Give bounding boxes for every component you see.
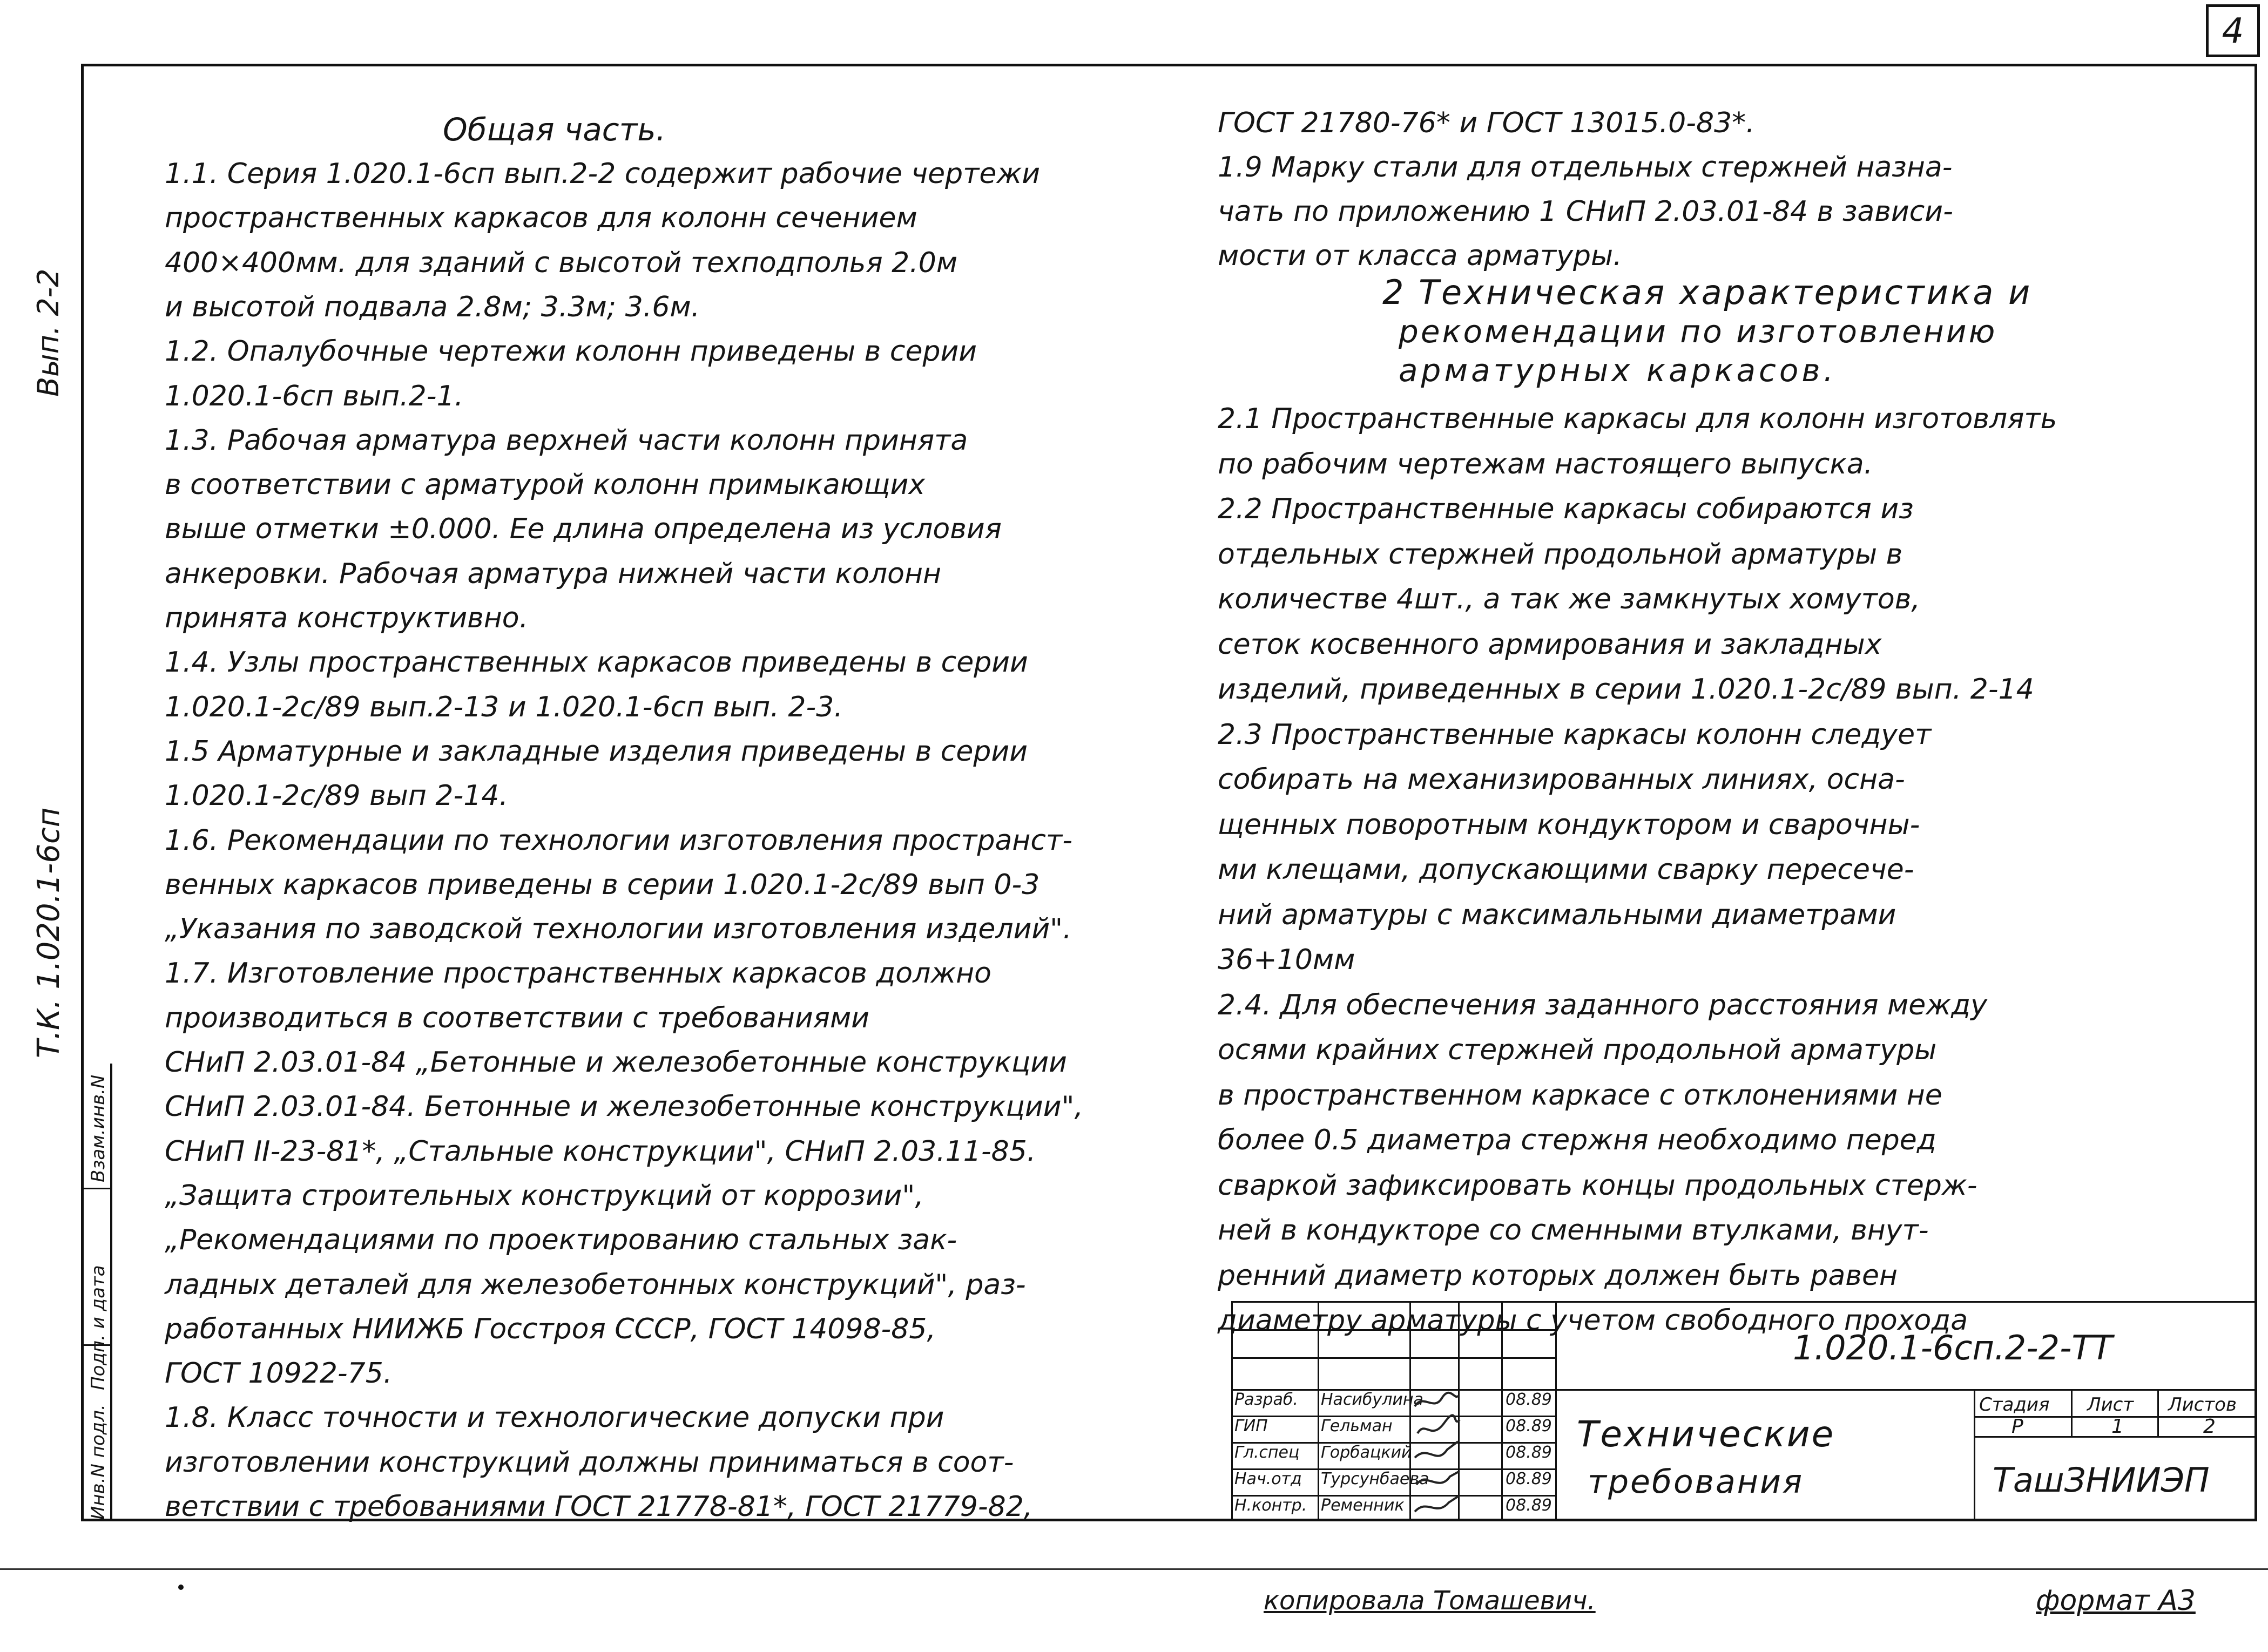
section-2-heading-line: 2 Техническая характеристика и <box>1382 273 2033 312</box>
sheet-value: 1 <box>2111 1416 2124 1438</box>
sheets-value: 2 <box>2203 1416 2216 1438</box>
tb-name: Горбацкий <box>1321 1443 1412 1462</box>
tb-role: Н.контр. <box>1234 1496 1307 1515</box>
series-label: Т.К. 1.020.1-6сп <box>31 807 66 1058</box>
tb-role: Разраб. <box>1234 1390 1298 1409</box>
text-line: 1.8. Класс точности и технологические допуски при <box>165 1402 944 1434</box>
tb-role: Гл.спец <box>1234 1443 1300 1462</box>
stage-value: Р <box>2012 1416 2023 1438</box>
text-line: в пространственном каркасе с отклонениями не <box>1218 1079 1942 1112</box>
section-1-heading: Общая часть. <box>443 111 666 148</box>
text-line: 1.7. Изготовление пространственных каркасов должно <box>165 957 991 990</box>
text-line: 1.5 Арматурные и закладные изделия приведены в серии <box>165 735 1028 768</box>
document-title-line2: требования <box>1588 1463 1804 1501</box>
text-line: ней в кондукторе со сменными втулками, внут- <box>1218 1214 1929 1247</box>
tb-date: 08.89 <box>1506 1390 1552 1409</box>
text-line: количестве 4шт., а так же замкнутых хомутов, <box>1218 583 1920 615</box>
organization: ТашЗНИИЭП <box>1993 1460 2210 1500</box>
text-line: ладных деталей для железобетонных конструкций", раз- <box>165 1268 1026 1301</box>
tb-date: 08.89 <box>1506 1443 1552 1462</box>
sheets-label: Листов <box>2168 1394 2237 1416</box>
stamp-cell-inv: Инв.N подл. <box>87 1404 109 1520</box>
text-line: ветствии с требованиями ГОСТ 21778-81*, ГОСТ 21779-82, <box>165 1491 1033 1523</box>
text-line: принята конструктивно. <box>165 602 529 634</box>
text-line: сваркой зафиксировать концы продольных стерж- <box>1218 1169 1977 1202</box>
text-line: „Рекомендациями по проектированию стальных зак- <box>165 1224 957 1257</box>
text-line: 1.020.1-2с/89 вып 2-14. <box>165 780 508 813</box>
text-line: пространственных каркасов для колонн сечением <box>165 202 917 235</box>
signatures <box>1412 1390 1461 1520</box>
text-line: производиться в соответствии с требованиями <box>165 1001 869 1034</box>
text-line: 2.1 Пространственные каркасы для колонн изготовлять <box>1218 403 2057 435</box>
tb-date: 08.89 <box>1506 1417 1552 1436</box>
tb-name: Турсунбаева <box>1321 1470 1429 1488</box>
text-line: щенных поворотным кондуктором и сварочны- <box>1218 808 1920 841</box>
text-line: 1.1. Серия 1.020.1-6сп вып.2-2 содержит рабочие чертежи <box>165 158 1041 190</box>
text-line: ний арматуры с максимальными диаметрами <box>1218 898 1896 931</box>
tb-role: ГИП <box>1234 1417 1268 1436</box>
tb-name: Ременник <box>1321 1496 1405 1515</box>
issue-label: Вып. 2-2 <box>31 268 65 397</box>
copied-by: копировала Томашевич. <box>1264 1586 1596 1616</box>
text-line: в соответствии с арматурой колонн примыкающих <box>165 469 926 502</box>
text-line: по рабочим чертежам настоящего выпуска. <box>1218 448 1873 480</box>
text-line: 1.020.1-6сп вып.2-1. <box>165 380 464 412</box>
text-line: анкеровки. Рабочая арматура нижней части колонн <box>165 557 941 590</box>
text-line: диаметру арматуры с учетом свободного прохода <box>1218 1304 1968 1337</box>
text-line: венных каркасов приведены в серии 1.020.1-2с/89 вып 0-3 <box>165 868 1040 901</box>
title-block <box>1231 1301 2257 1521</box>
text-line: 1.020.1-2с/89 вып.2-13 и 1.020.1-6сп вып. 2-3. <box>165 690 843 723</box>
text-line: 1.3. Рабочая арматура верхней части колонн принята <box>165 424 968 457</box>
text-line: ми клещами, допускающими сварку пересече- <box>1218 854 1914 886</box>
text-line: изготовлении конструкций должны приниматься в соот- <box>165 1446 1014 1479</box>
text-line: 1.4. Узлы пространственных каркасов приведены в серии <box>165 646 1028 679</box>
text-line: СНиП II-23-81*, „Стальные конструкции", СНиП 2.03.11-85. <box>165 1135 1036 1168</box>
text-line: осями крайних стержней продольной арматуры <box>1218 1034 1937 1066</box>
text-line: отдельных стержней продольной арматуры в <box>1218 538 1903 571</box>
stamp-cell-sign: Подп. и дата <box>87 1265 109 1390</box>
bottom-rule <box>0 1568 2268 1570</box>
text-line: 1.2. Опалубочные чертежи колонн приведены в серии <box>165 335 977 368</box>
text-line: 36+10мм <box>1218 944 1355 976</box>
tb-role: Нач.отд <box>1234 1470 1302 1488</box>
text-line: мости от класса арматуры. <box>1218 240 1622 272</box>
text-line: чать по приложению 1 СНиП 2.03.01-84 в зависи- <box>1218 195 1953 228</box>
sheet-label: Лист <box>2087 1394 2134 1416</box>
text-line: 2.4. Для обеспечения заданного расстояния между <box>1218 989 1987 1021</box>
text-line: 2.3 Пространственные каркасы колонн следует <box>1218 718 1932 751</box>
text-line: более 0.5 диаметра стержня необходимо перед <box>1218 1124 1936 1156</box>
text-line: ГОСТ 21780-76* и ГОСТ 13015.0-83*. <box>1218 107 1755 139</box>
text-line: ГОСТ 10922-75. <box>165 1357 393 1390</box>
text-line: выше отметки ±0.000. Ее длина определена из условия <box>165 513 1002 546</box>
section-2-heading-line: рекомендации по изготовлению <box>1399 313 1997 350</box>
dot-mark <box>178 1585 184 1590</box>
tb-date: 08.89 <box>1506 1470 1552 1488</box>
text-line: сеток косвенного армирования и закладных <box>1218 628 1882 661</box>
text-line: 2.2 Пространственные каркасы собираются из <box>1218 493 1914 525</box>
sheet-number: 4 <box>2206 4 2260 57</box>
text-line: изделий, приведенных в серии 1.020.1-2с/89 вып. 2-14 <box>1218 673 2034 706</box>
text-line: „Защита строительных конструкций от коррозии", <box>165 1179 924 1212</box>
section-2-heading-line: арматурных каркасов. <box>1399 352 1837 389</box>
text-line: собирать на механизированных линиях, осна- <box>1218 763 1905 796</box>
text-line: работанных НИИЖБ Госстроя СССР, ГОСТ 14098-85, <box>165 1312 936 1345</box>
stage-label: Стадия <box>1979 1394 2050 1416</box>
document-designation: 1.020.1-6сп.2-2-ТТ <box>1793 1328 2113 1367</box>
text-line: „Указания по заводской технологии изготовления изделий". <box>165 913 1072 946</box>
text-line: 1.6. Рекомендации по технологии изготовления пространст- <box>165 824 1072 857</box>
text-line: СНиП 2.03.01-84. Бетонные и железобетонные конструкции", <box>165 1091 1083 1123</box>
text-line: 400×400мм. для зданий с высотой техподполья 2.0м <box>165 246 958 279</box>
text-line: ренний диаметр которых должен быть равен <box>1218 1259 1898 1292</box>
stamp-cell-replace: Взам.инв.N <box>87 1074 109 1182</box>
text-line: и высотой подвала 2.8м; 3.3м; 3.6м. <box>165 290 700 323</box>
tb-name: Насибулина <box>1321 1390 1423 1409</box>
tb-name: Гельман <box>1321 1417 1393 1436</box>
text-line: СНиП 2.03.01-84 „Бетонные и железобетонные конструкции <box>165 1046 1067 1079</box>
tb-date: 08.89 <box>1506 1496 1552 1515</box>
format-label: формат А3 <box>2036 1585 2196 1617</box>
text-line: 1.9 Марку стали для отдельных стержней назна- <box>1218 151 1953 184</box>
document-title-line1: Технические <box>1577 1413 1835 1455</box>
